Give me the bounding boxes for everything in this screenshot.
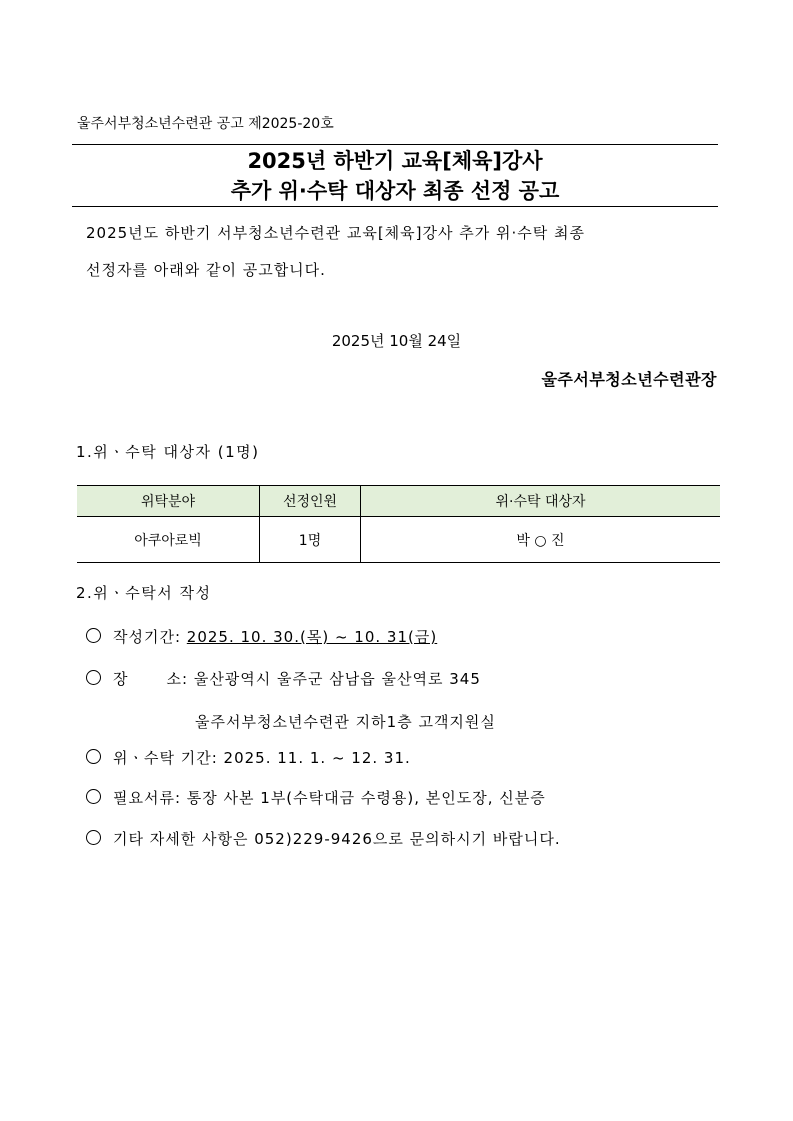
circle-bullet-icon	[86, 830, 101, 845]
title-top-rule	[72, 144, 718, 145]
page-title-line1: 2025년 하반기 교육[체육]강사	[247, 149, 543, 173]
table-header-row	[77, 486, 720, 517]
circle-bullet-icon	[86, 789, 101, 804]
column-header: 위탁분야	[77, 486, 260, 517]
title-bottom-rule	[72, 206, 718, 207]
bullet-place	[86, 668, 481, 689]
intro-line1: 2025년도 하반기 서부청소년수련관 교육[체육]강사 추가 위·수탁 최종	[86, 224, 585, 242]
notice-date: 2025년 10월 24일	[331, 332, 462, 350]
selection-table	[77, 485, 720, 563]
intro-line2: 선정자를 아래와 같이 공고합니다.	[86, 261, 326, 279]
notice-number: 울주서부청소년수련관 공고 제2025-20호	[77, 116, 334, 132]
place-line1: 울산광역시 울주군 삼남읍 울산역로 345	[193, 670, 481, 688]
circle-bullet-icon	[86, 670, 101, 685]
column-header: 위·수탁 대상자	[361, 486, 721, 517]
table-row	[77, 517, 720, 563]
period-label: 작성기간:	[113, 628, 182, 646]
bullet-documents	[86, 787, 546, 808]
place-label-a: 장	[113, 670, 129, 688]
bullet-contract-period	[86, 747, 411, 768]
circle-bullet-icon	[86, 749, 101, 764]
table-cell-field: 아쿠아로빅	[77, 517, 260, 563]
place-label-b: 소:	[166, 670, 189, 688]
signature: 울주서부청소년수련관장	[541, 370, 717, 389]
contract-period: 위ㆍ수탁 기간: 2025. 11. 1. ~ 12. 31.	[113, 749, 411, 767]
bullet-writing-period	[86, 626, 437, 647]
column-header: 선정인원	[260, 486, 361, 517]
contact: 기타 자세한 사항은 052)229-9426으로 문의하시기 바랍니다.	[113, 830, 561, 848]
section1-heading: 1.위ㆍ수탁 대상자 (1명)	[76, 443, 260, 461]
page-title-line2: 추가 위·수탁 대상자 최종 선정 공고	[230, 179, 560, 203]
circle-bullet-icon	[86, 628, 101, 643]
period-value: 2025. 10. 30.(목) ~ 10. 31(금)	[186, 628, 438, 646]
documents: 필요서류: 통장 사본 1부(수탁대금 수령용), 본인도장, 신분증	[113, 789, 546, 807]
place-line2: 울주서부청소년수련관 지하1층 고객지원실	[195, 713, 496, 731]
section2-heading: 2.위ㆍ수탁서 작성	[76, 584, 212, 602]
bullet-contact	[86, 828, 561, 849]
table-cell-count: 1명	[260, 517, 361, 563]
table-cell-person: 박 ○ 진	[361, 517, 721, 563]
